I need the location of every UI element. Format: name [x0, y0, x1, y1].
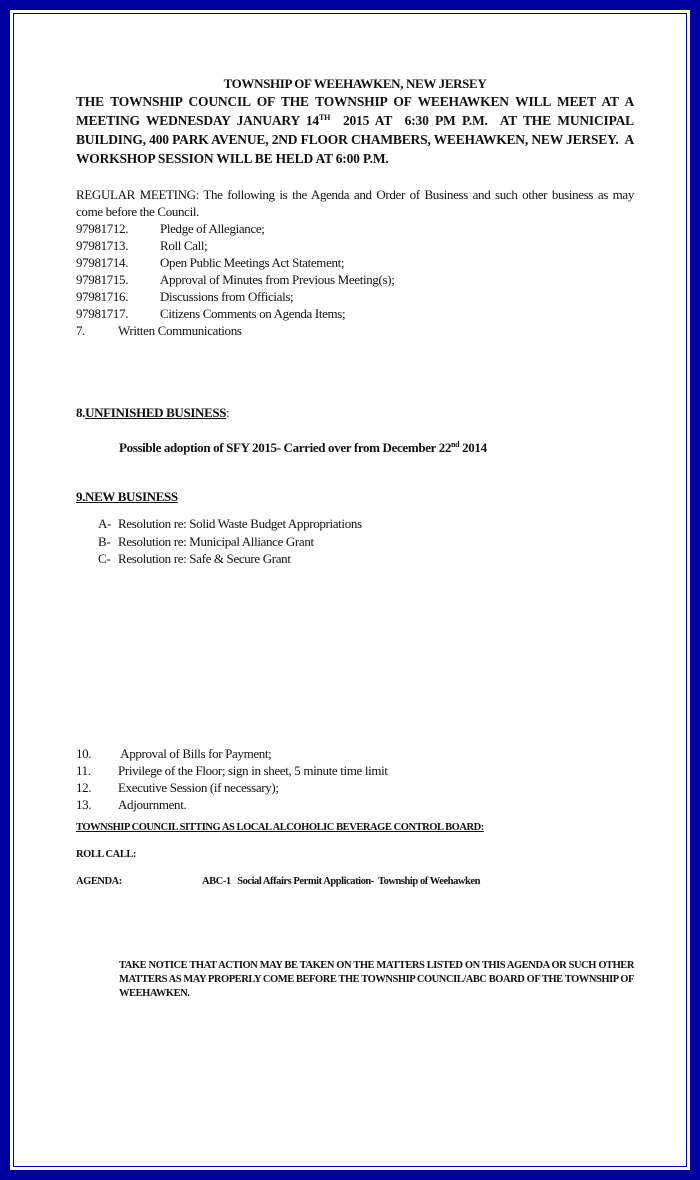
- item-text: Approval of Minutes from Previous Meeting(s);: [160, 272, 395, 287]
- adoption-sup: nd: [451, 440, 460, 449]
- adoption-item: [119, 439, 634, 456]
- item-text: Adjournment.: [118, 796, 187, 812]
- list-item: [98, 515, 634, 533]
- adoption-year: 2014: [459, 440, 487, 455]
- list-item: [76, 237, 634, 254]
- take-notice: TAKE NOTICE THAT ACTION MAY BE TAKEN ON THE MATTERS LISTED ON THIS AGENDA OR SUCH OTHER MATTERS AS MAY PROPERLY COME BEFORE THE TOWNSHIP COUNCIL/ABC BOARD OF THE TOWNSHIP OF WEEHAWKEN.: [119, 959, 634, 999]
- list-item: [98, 533, 634, 551]
- item-number: 12.: [76, 779, 92, 795]
- regular-meeting-intro: REGULAR MEETING: The following is the Agenda and Order of Business and such other business as may come before the Council.: [76, 187, 634, 219]
- item-number: 97981713.: [76, 238, 129, 253]
- item-text: Open Public Meetings Act Statement;: [160, 255, 345, 270]
- agenda-text: ABC-1 Social Affairs Permit Application- Township of Weehawken: [202, 875, 480, 887]
- new-business-heading: 9.NEW BUSINESS: [76, 489, 178, 504]
- list-item: [76, 745, 634, 762]
- item-text: Resolution re: Solid Waste Budget Appropriations: [118, 516, 362, 531]
- new-business-list: [98, 515, 634, 568]
- list-item: [76, 288, 634, 305]
- unfinished-business-heading: [76, 404, 634, 421]
- item-number: 97981716.: [76, 289, 129, 304]
- agenda-document: [76, 76, 638, 1001]
- agenda-items-list: [76, 220, 634, 339]
- list-item: [76, 220, 634, 237]
- item-number: 97981717.: [76, 306, 129, 321]
- item-number: 7.: [76, 323, 86, 338]
- meeting-notice: [76, 92, 638, 168]
- section-colon: :: [226, 405, 230, 420]
- item-number: 13.: [76, 796, 92, 812]
- item-text: Resolution re: Safe & Secure Grant: [118, 551, 291, 566]
- item-number: 11.: [76, 762, 91, 778]
- item-number: 97981714.: [76, 255, 129, 270]
- item-text: Discussions from Officials;: [160, 289, 294, 304]
- list-item: [76, 762, 634, 779]
- agenda-label: AGENDA:: [76, 875, 122, 887]
- list-item: [98, 550, 634, 568]
- item-text: Privilege of the Floor; sign in sheet, 5 minute time limit: [118, 762, 388, 778]
- item-number: 10.: [76, 745, 92, 761]
- township-title: TOWNSHIP OF WEEHAWKEN, NEW JERSEY: [223, 76, 487, 91]
- adoption-text: Possible adoption of SFY 2015- Carried over from December 22: [119, 440, 452, 455]
- abc-agenda: [76, 876, 634, 887]
- item-number: 97981715.: [76, 272, 129, 287]
- list-item: [76, 305, 634, 322]
- abc-board-title: TOWNSHIP COUNCIL SITTING AS LOCAL ALCOHOLIC BEVERAGE CONTROL BOARD:: [76, 821, 484, 833]
- list-item: [76, 271, 634, 288]
- meeting-notice-part2: 2015 AT 6:30 PM P.M. AT THE MUNICIPAL BUILDING, 400 PARK AVENUE, 2ND FLOOR CHAMBERS, WEEHAWKEN, NEW JERSEY. A WORKSHOP SESSION WILL BE HELD AT 6:00 P.M.: [76, 113, 638, 166]
- item-letter: B-: [98, 533, 111, 549]
- section-number: 8.: [76, 405, 86, 420]
- list-item: [76, 796, 634, 813]
- roll-call-label: ROLL CALL:: [76, 848, 136, 860]
- list-item: [76, 322, 634, 339]
- item-letter: C-: [98, 551, 111, 566]
- item-text: Approval of Bills for Payment;: [118, 745, 272, 761]
- list-item: [76, 254, 634, 271]
- meeting-notice-sup: TH: [318, 113, 331, 122]
- item-letter: A-: [98, 516, 112, 531]
- item-text: Citizens Comments on Agenda Items;: [160, 306, 346, 321]
- list-item: [76, 779, 634, 796]
- item-text: Executive Session (if necessary);: [118, 779, 279, 795]
- meeting-notice-part1: THE TOWNSHIP COUNCIL OF THE TOWNSHIP OF WEEHAWKEN WILL MEET AT A MEETING WEDNESDAY JANUARY 14: [76, 94, 634, 128]
- section-title: UNFINISHED BUSINESS: [85, 405, 227, 420]
- item-text: Written Communications: [118, 323, 242, 338]
- later-items-list: [76, 745, 634, 813]
- item-number: 97981712.: [76, 221, 129, 236]
- item-text: Pledge of Allegiance;: [160, 221, 265, 236]
- item-text: Roll Call;: [160, 238, 208, 253]
- item-text: Resolution re: Municipal Alliance Grant: [118, 533, 314, 549]
